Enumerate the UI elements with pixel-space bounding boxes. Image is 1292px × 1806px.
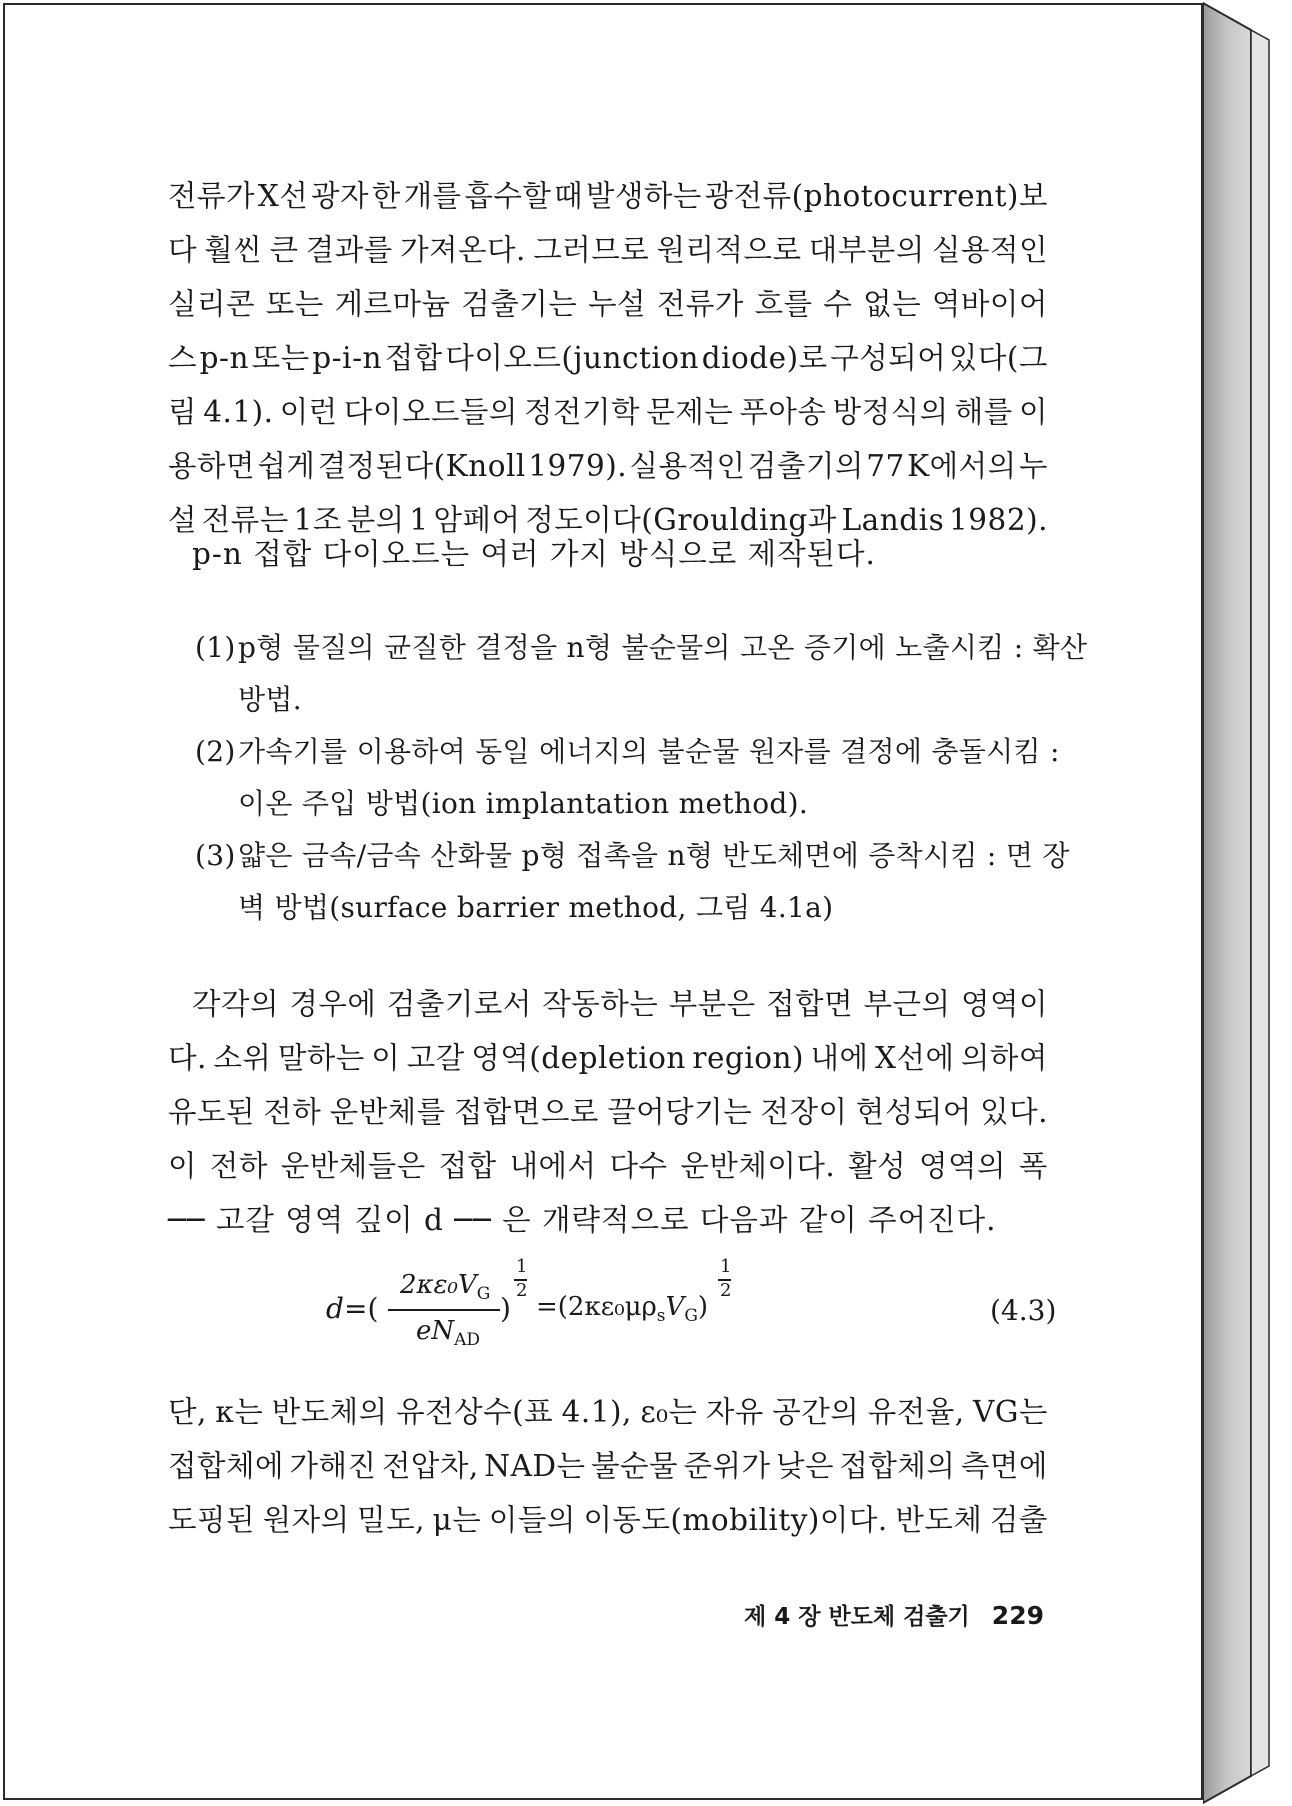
word: 스: [168, 341, 197, 375]
word: 실리콘: [168, 287, 255, 321]
word: 검출: [989, 1503, 1048, 1537]
text-line: [168, 1500, 1048, 1540]
word: μ는: [432, 1503, 482, 1537]
word: 수: [823, 287, 853, 321]
list-item-text-continued: 방법.: [238, 683, 302, 716]
word: 접합면: [766, 987, 854, 1021]
word: 누: [1018, 449, 1048, 483]
word: 소위: [213, 1041, 272, 1075]
equation-lhs: d: [326, 1292, 344, 1325]
word: 암페어: [433, 503, 521, 537]
word: 접합: [438, 1149, 497, 1183]
exponent-denominator: 2: [720, 1280, 732, 1301]
list-item-number: (1): [195, 631, 236, 664]
word: 방정식의: [832, 395, 949, 429]
text-line: [168, 284, 1048, 324]
word: 전류는: [201, 503, 289, 537]
list-item-text: p형 물질의 균질한 결정을 n형 불순물의 고온 증기에 노출시킴 : 확산: [238, 631, 1088, 664]
word: 검출기로서: [386, 987, 532, 1021]
word: 운반체들은: [280, 1149, 426, 1183]
word: 게르마늄: [334, 287, 451, 321]
word: 도핑된: [168, 1503, 255, 1537]
word: 의하여: [960, 1041, 1048, 1075]
word: 광자: [311, 179, 370, 213]
word: 원자의: [262, 1503, 350, 1537]
word: 이: [168, 1149, 197, 1183]
word: 고갈: [406, 1041, 465, 1075]
word: 1979).: [528, 449, 628, 483]
word: 영역의: [919, 1149, 1006, 1183]
word: 큰: [269, 233, 299, 267]
word: 반도체의: [271, 1395, 388, 1429]
word: 문제는: [646, 395, 734, 429]
word: 영역(depletion: [471, 1041, 686, 1075]
word: 전하: [209, 1149, 268, 1183]
word: 반도체: [895, 1503, 983, 1537]
word: 한: [371, 179, 401, 213]
word: 부분은: [668, 987, 756, 1021]
word: 영역이: [960, 987, 1048, 1021]
text-line: [168, 446, 1048, 486]
word: 검출기는: [461, 287, 578, 321]
word: 이들의: [488, 1503, 576, 1537]
word: 전압차,: [381, 1449, 479, 1483]
text-line: [168, 176, 1048, 216]
word: 실용적인: [629, 449, 746, 483]
word: 있다(그: [948, 341, 1048, 375]
list-item-text-continued: 이온 주입 방법(ion implantation method).: [238, 787, 809, 820]
word: 대부분의: [808, 233, 925, 267]
word: 푸아송: [739, 395, 827, 429]
word: 설: [168, 503, 197, 537]
word: 또는: [251, 341, 310, 375]
word: VG는: [973, 1395, 1048, 1429]
word: 검출기의: [747, 449, 864, 483]
word: 77: [866, 449, 905, 483]
word: 흡수할: [464, 179, 552, 213]
word: 운반체를: [329, 1095, 446, 1129]
word: p-i-n: [312, 341, 383, 375]
word: 있다.: [980, 1095, 1048, 1129]
word: 다: [168, 233, 197, 267]
word: 흐를: [754, 287, 813, 321]
paragraph-2: p-n 접합 다이오드는 여러 가지 방식으로 제작된다.: [192, 537, 876, 571]
word: 밀도,: [357, 1503, 426, 1537]
text-line: [168, 1146, 1048, 1186]
text-line: [168, 1092, 1048, 1132]
text-line: [168, 1038, 1048, 1078]
word: 쉽게: [257, 449, 316, 483]
word: 경우에: [289, 987, 377, 1021]
word: 유도된: [168, 1095, 255, 1129]
word: 폭: [1018, 1149, 1048, 1183]
word: 작동하는: [542, 987, 659, 1021]
word: 활성: [848, 1149, 907, 1183]
word: 발생하는: [585, 179, 702, 213]
word: 4.1),: [561, 1395, 632, 1429]
word: 유전상수(표: [396, 1395, 554, 1429]
word: 1982).: [949, 503, 1048, 537]
chapter-title: 제 4 장 반도체 검출기: [744, 1604, 970, 1630]
word: 없는: [863, 287, 922, 321]
word: 이런: [279, 395, 338, 429]
word: 측면에: [960, 1449, 1048, 1483]
word: 준위가: [683, 1449, 771, 1483]
word: κ는: [215, 1395, 264, 1429]
word: 다.: [168, 1041, 207, 1075]
word: 각각의: [192, 987, 279, 1021]
word: 또는: [265, 287, 324, 321]
word: diode)로: [701, 341, 828, 375]
word: 1조: [293, 503, 342, 537]
word: 전류가: [656, 287, 744, 321]
word: 접합: [384, 341, 443, 375]
word: X선에: [874, 1041, 955, 1075]
word: 구성되어: [830, 341, 947, 375]
page-edge-decoration: [1203, 0, 1290, 1806]
exponent-numerator: 1: [516, 1256, 528, 1277]
word: 다이오드(junction: [445, 341, 700, 375]
word: 접합체에: [168, 1449, 284, 1483]
word: Landis: [841, 503, 945, 537]
equation-close: ): [500, 1292, 511, 1325]
word: 림: [168, 395, 197, 429]
word: 분의: [346, 503, 405, 537]
equation-rhs: $=(2\kappa\varepsilon_0\mu\rho_sV_G)$: [536, 1292, 709, 1327]
word: 단,: [168, 1395, 207, 1429]
text-line: [168, 338, 1048, 378]
list-item-text: 얇은 금속/금속 산화물 p형 접촉을 n형 반도체면에 증착시킴 : 면 장: [238, 839, 1070, 872]
word: 개를: [403, 179, 462, 213]
word: 결과를: [305, 233, 393, 267]
word: K에서의: [907, 449, 1017, 483]
word: 정도이다(Groulding과: [525, 503, 837, 537]
word: 끌어당기는: [607, 1095, 753, 1129]
text-line: [168, 392, 1048, 432]
list-item-text-continued: 벽 방법(surface barrier method, 그림 4.1a): [238, 891, 834, 924]
word: 전류가: [168, 179, 255, 213]
word: 낮은: [775, 1449, 834, 1483]
word: 현성되어: [855, 1095, 972, 1129]
page-number: 229: [991, 1601, 1044, 1630]
word: 1: [409, 503, 429, 537]
list-item-number: (2): [195, 735, 236, 768]
text-line: [168, 230, 1048, 270]
word: 훨씬: [204, 233, 263, 267]
word: 결정된다(Knoll: [317, 449, 526, 483]
word: 접합면으로: [453, 1095, 599, 1129]
word: 용하면: [168, 449, 255, 483]
word: 다수: [609, 1149, 668, 1183]
word: NAD는: [484, 1449, 586, 1483]
text-line: ── 고갈 영역 깊이 d ── 은 개략적으로 다음과 같이 주어진다.: [168, 1203, 997, 1237]
word: 원리적으로: [656, 233, 802, 267]
equation-open: =(: [344, 1292, 379, 1325]
word: 이동도(mobility)이다.: [583, 1503, 888, 1537]
word: 전하: [263, 1095, 322, 1129]
text-line: [168, 1392, 1048, 1432]
word: 접합체의: [839, 1449, 956, 1483]
fraction-numerator: $2\kappa\varepsilon_0V_G$: [400, 1270, 491, 1305]
word: 가져온다.: [400, 233, 526, 267]
word: 역바이어: [931, 287, 1048, 321]
exponent-denominator: 2: [516, 1280, 528, 1301]
word: 그러므로: [533, 233, 650, 267]
word: X선: [257, 179, 309, 213]
word: 때: [554, 179, 584, 213]
word: 다이오드들의: [343, 395, 518, 429]
list-item-number: (3): [195, 839, 236, 872]
word: 이: [371, 1041, 401, 1075]
text-line: [168, 1446, 1048, 1486]
word: 광전류(photocurrent)보: [704, 179, 1048, 213]
word: 내에서: [509, 1149, 597, 1183]
word: 가해진: [289, 1449, 377, 1483]
word: 실용적인: [932, 233, 1048, 267]
list-item-text: 가속기를 이용하여 동일 에너지의 불순물 원자를 결정에 충돌시킴 :: [238, 735, 1060, 768]
word: 누설: [588, 287, 647, 321]
word: p-n: [199, 341, 249, 375]
running-footer: [744, 1598, 1044, 1631]
word: 내에: [810, 1041, 869, 1075]
word: 4.1).: [203, 395, 274, 429]
fraction-bar: [388, 1309, 500, 1311]
word: 운반체이다.: [680, 1149, 836, 1183]
text-line: [192, 984, 1048, 1024]
word: 말하는: [277, 1041, 365, 1075]
word: 전장이: [760, 1095, 848, 1129]
word: region): [692, 1041, 805, 1075]
equation-number: (4.3): [990, 1294, 1057, 1327]
word: ε₀는: [640, 1395, 698, 1429]
word: 공간의: [772, 1395, 860, 1429]
exponent-numerator: 1: [720, 1256, 732, 1277]
word: 자유: [705, 1395, 764, 1429]
fraction-denominator: $eN_{AD}$: [416, 1316, 481, 1351]
word: 부근의: [863, 987, 951, 1021]
word: 정전기학: [524, 395, 641, 429]
word: 이: [1018, 395, 1048, 429]
word: 불순물: [591, 1449, 679, 1483]
word: 해를: [954, 395, 1013, 429]
word: 유전율,: [867, 1395, 965, 1429]
